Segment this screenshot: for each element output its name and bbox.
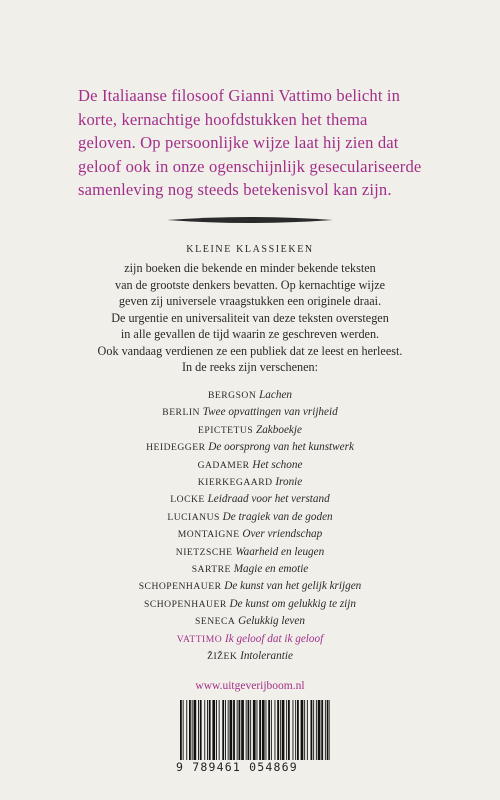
barcode-bar [271,700,272,760]
ornament-divider [165,213,335,227]
book-author: HEIDEGGER [146,442,206,454]
book-title: Leidraad voor het verstand [207,493,330,506]
barcode-bar [233,700,235,760]
book-author: GADAMER [197,459,250,471]
barcode-bar [295,700,296,760]
book-title: De oorsprong van het kunstwerk [208,441,354,454]
book-title: Lachen [259,389,292,401]
series-title: KLEINE KLASSIEKEN [186,244,314,255]
book-title: Ik geloof dat ik geloof [225,632,324,645]
book-entry [0,457,500,474]
book-title: De tragiek van de goden [222,510,333,523]
barcode-bar [257,700,258,760]
book-entry [0,387,500,404]
book-title: Waarheid en leugen [235,545,325,558]
barcode-bar [275,700,276,760]
barcode-bar [183,700,184,760]
book-author: BERLIN [162,407,200,419]
book-title: De kunst om gelukkig te zijn [229,597,356,610]
publisher-website-link[interactable]: www.uitgeverijboom.nl [195,680,305,692]
blurb-line: samenleving nog steeds betekenisvol kan zijn. [78,180,392,199]
barcode-bar [219,700,220,760]
isbn-number: 9 789461 054869 [176,760,298,774]
barcode-bar [268,700,270,760]
barcode-bar [248,700,250,760]
barcode-bar [246,700,247,760]
book-entry [0,404,500,421]
book-author: EPICTETUS [198,424,254,436]
barcode-bar [253,700,256,760]
barcode-bar [222,700,224,760]
book-title: Magie en emotie [233,563,309,576]
barcode-bar [216,700,217,760]
book-entry [0,648,500,665]
barcode-bar [180,700,182,760]
book-entry [0,578,500,595]
barcode-bar [286,700,287,760]
barcode-bar [228,700,229,760]
blurb-line: De Italiaanse filosoof Gianni Vattimo belicht in [78,86,401,105]
book-entry [0,509,500,526]
barcode-bar [327,700,329,760]
book-author: SARTRE [191,564,231,576]
blurb-line: korte, kernachtige hoofdstukken het thema [78,109,368,129]
blurb-line: geloof ook in onze ogenschijnlijk geseculariseerde [78,156,422,176]
barcode-bar [266,700,267,760]
barcode-bar [316,700,317,760]
barcode-bar [198,700,199,760]
intro-line: zijn boeken die bekende en minder bekende teksten [124,261,376,275]
book-entry [0,422,500,439]
barcode-bar [241,700,244,760]
book-entry [0,439,500,456]
barcode-bar [307,700,308,760]
intro-line: van de grootste denkers bevatten. Op kernachtige wijze [114,277,386,292]
barcode-bar [329,700,330,760]
barcode-bar [200,700,202,760]
barcode-bar [186,700,187,760]
book-author: NIETZSCHE [175,546,233,558]
book-title: Intolerantie [240,650,293,663]
book-entry [0,474,500,491]
barcode-bar [262,700,265,760]
book-title: Gelukkig leven [238,615,305,628]
book-entry [0,561,500,578]
intro-line: De urgentie en universaliteit van deze teksten overstegen [111,310,389,325]
book-title: Het schone [252,458,303,471]
book-entry-current [0,631,500,648]
barcode-bar [239,700,241,760]
intro-line: In de reeks zijn verschenen: [181,360,319,374]
barcode-bar [209,700,211,760]
book-author: LUCIANUS [167,511,220,523]
back-cover-blurb [78,84,478,202]
barcode-bar [192,700,193,760]
barcode-bar [204,700,205,760]
book-entry [0,544,500,561]
barcode-bar [280,700,281,760]
intro-line: in alle gevallen de tijd waarin ze geschreven werden. [120,327,380,341]
book-entry [0,526,500,543]
book-title: Twee opvattingen van vrijheid [202,406,338,419]
intro-line: geven zij universele vraagstukken een originele draai. [118,294,382,308]
barcode-bar [250,700,251,760]
book-author: SCHOPENHAUER [138,581,222,593]
book-author: LOCKE [170,494,205,506]
barcode-bar [321,700,323,760]
book-author: MONTAIGNE [177,529,240,541]
blurb-line: geloven. Op persoonlijke wijze laat hij zien dat [78,133,399,152]
barcode-bar [288,700,290,760]
barcode-bar [207,700,208,760]
barcode-bar [304,700,305,760]
barcode-bar [189,700,191,760]
book-author: SCHOPENHAUER [143,598,227,610]
book-author: ŽIŽEK [207,651,238,663]
book-author: VATTIMO [176,633,223,645]
book-title: Over vriendschap [242,528,323,541]
barcode-bar [212,700,215,760]
barcode-bar [325,700,326,760]
barcode-bar [230,700,233,760]
barcode-bar [225,700,226,760]
isbn-barcode [180,700,330,760]
barcode-bar [297,700,299,760]
book-title: De kunst van het gelijk krijgen [224,580,362,593]
barcode-bar [318,700,321,760]
barcode-bar [301,700,304,760]
book-entry [0,491,500,508]
book-author: SENECA [195,616,236,628]
book-entry [0,613,500,630]
book-author: BERGSON [207,390,257,401]
book-title: Ironie [275,476,303,489]
book-title: Zakboekje [255,423,302,436]
barcode-bar [313,700,314,760]
intro-line: Ook vandaag verdienen ze een publiek dat ze leest en herleest. [97,343,403,358]
barcode-bar [293,700,294,760]
book-list [0,387,500,666]
barcode-bar [282,700,285,760]
barcode-bar [311,700,313,760]
series-intro [0,260,500,376]
barcode-bar [194,700,197,760]
barcode-bar [237,700,238,760]
book-entry [0,596,500,613]
book-author: KIERKEGAARD [197,477,273,489]
barcode-bar [259,700,261,760]
barcode-bar [277,700,279,760]
